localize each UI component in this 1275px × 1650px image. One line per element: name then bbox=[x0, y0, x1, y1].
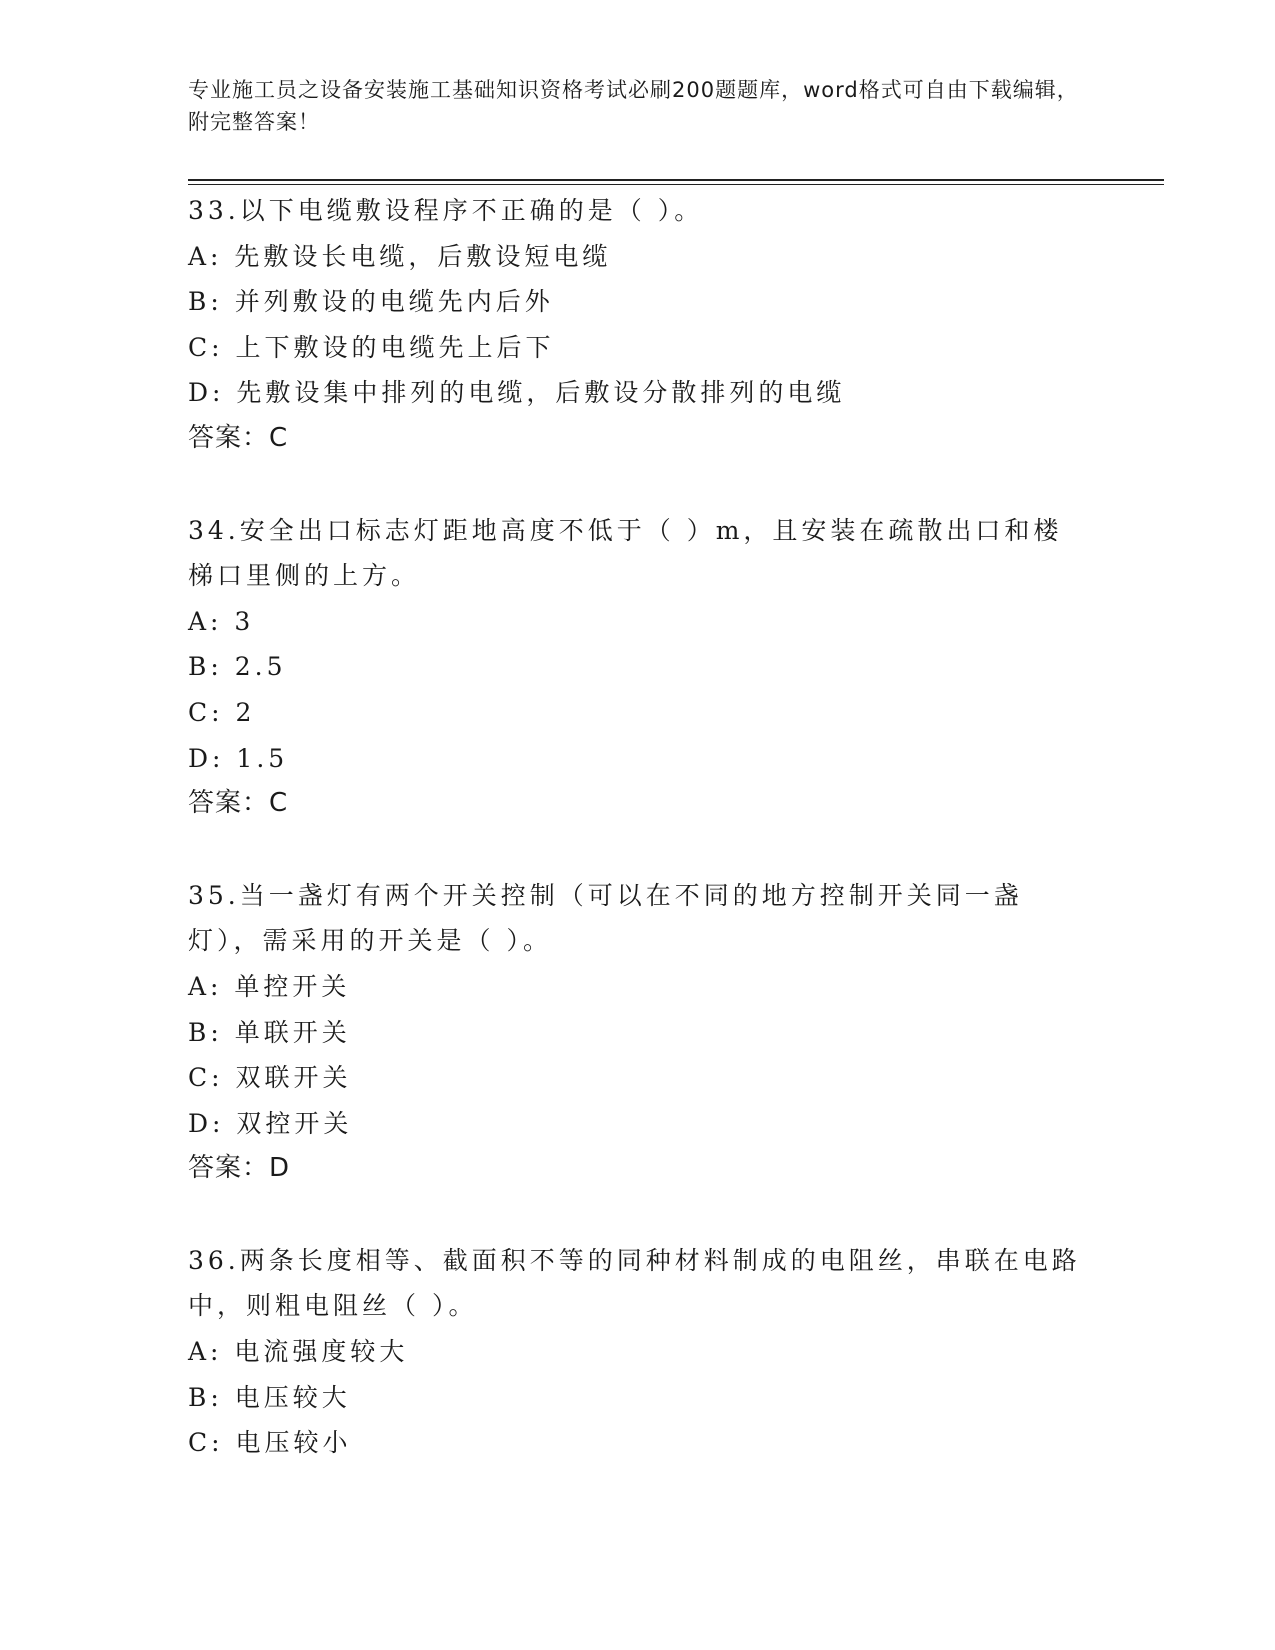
option-c: C: 双联开关 bbox=[188, 1063, 352, 1093]
question-35 bbox=[188, 873, 1088, 1192]
question-33 bbox=[188, 188, 1088, 462]
question-36 bbox=[188, 1238, 1088, 1466]
option-d: D: 先敷设集中排列的电缆，后敷设分散排列的电缆 bbox=[188, 378, 846, 408]
option-b: B: 电压较大 bbox=[188, 1382, 351, 1412]
answer-line: 答案：C bbox=[188, 422, 289, 453]
option-d: D: 双控开关 bbox=[188, 1108, 353, 1138]
question-list bbox=[188, 188, 1088, 1512]
answer-line: 答案：C bbox=[188, 788, 289, 819]
option-a: A: 先敷设长电缆，后敷设短电缆 bbox=[188, 241, 612, 271]
question-stem: 36.两条长度相等、截面积不等的同种材料制成的电阻丝，串联在电路中，则粗电阻丝（ ）。 bbox=[188, 1245, 1081, 1321]
option-b: B: 并列敷设的电缆先内后外 bbox=[188, 287, 554, 317]
question-stem: 34.安全出口标志灯距地高度不低于（ ）m，且安装在疏散出口和楼梯口里侧的上方。 bbox=[188, 515, 1063, 591]
question-stem: 33.以下电缆敷设程序不正确的是（ ）。 bbox=[188, 196, 704, 225]
question-34 bbox=[188, 508, 1088, 827]
option-c: C: 电压较小 bbox=[188, 1428, 352, 1458]
answer-line: 答案：D bbox=[188, 1153, 291, 1184]
document-header: 专业施工员之设备安装施工基础知识资格考试必刷200题题库，word格式可自由下载编辑，附完整答案！ bbox=[188, 78, 1079, 134]
question-stem: 35.当一盏灯有两个开关控制（可以在不同的地方控制开关同一盏灯），需采用的开关是（ ）。 bbox=[188, 880, 1023, 956]
header-divider-thick bbox=[188, 179, 1164, 181]
option-a: A: 电流强度较大 bbox=[188, 1337, 409, 1367]
option-a: A: 单控开关 bbox=[188, 971, 351, 1001]
option-c: C: 上下敷设的电缆先上后下 bbox=[188, 332, 555, 362]
option-c: C: 2 bbox=[188, 697, 256, 727]
option-b: B: 单联开关 bbox=[188, 1017, 351, 1047]
header-divider-thin bbox=[188, 184, 1164, 185]
option-d: D: 1.5 bbox=[188, 743, 289, 773]
option-a: A: 3 bbox=[188, 606, 255, 636]
option-b: B: 2.5 bbox=[188, 652, 287, 682]
